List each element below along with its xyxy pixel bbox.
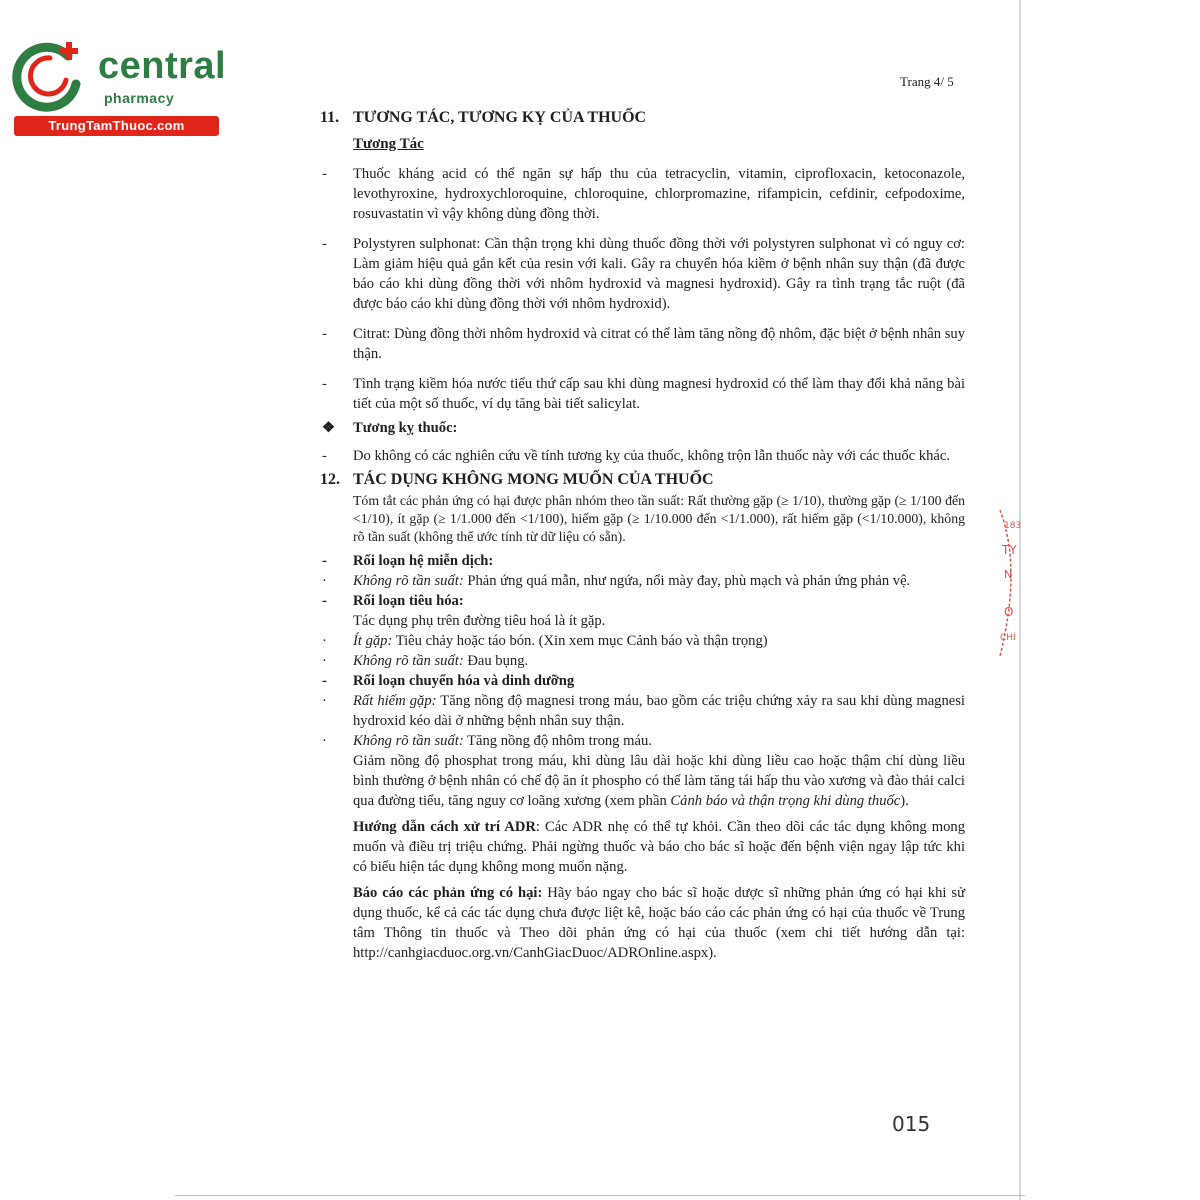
group-digestive-note: Tác dụng phụ trên đường tiêu hoá là ít gặp. bbox=[353, 613, 606, 629]
svg-text:N: N bbox=[1004, 568, 1013, 581]
svg-text:TY: TY bbox=[1002, 543, 1017, 557]
logo-site-banner: TrungTamThuoc.com bbox=[14, 116, 219, 136]
group-digestive-item: · Ít gặp: Tiêu chảy hoặc táo bón. (Xin xem mục Cảnh báo và thận trọng) bbox=[322, 633, 768, 649]
handwritten-page-number: 015 bbox=[892, 1112, 931, 1136]
phosphate-paragraph: Giảm nồng độ phosphat trong máu, khi dùng lâu dài hoặc khi dùng liều cao hoặc thậm chí dùng liều bình thường ở bệnh nhân có chế độ ăn ít phospho có thể làm tăng tái hấp thu vào xương và đào thải calci qua đường tiểu, tăng nguy cơ loãng xương (xem phần Cảnh báo và thận trọng khi dùng thuốc). bbox=[353, 753, 965, 809]
page-bottom-edge bbox=[175, 1195, 1025, 1196]
interaction-item: - Tình trạng kiềm hóa nước tiểu thứ cấp sau khi dùng magnesi hydroxid có thể làm thay đổi khả năng bài tiết của một số thuốc, ví dụ tăng bài tiết salicylat. bbox=[322, 376, 965, 412]
group-immune-item: · Không rõ tần suất: Phản ứng quá mẫn, như ngứa, nổi mày đay, phù mạch và phản ứng phản vệ. bbox=[322, 573, 911, 589]
red-seal-stamp-icon bbox=[992, 508, 1026, 658]
interaction-item: - Citrat: Dùng đồng thời nhôm hydroxid và citrat có thể làm tăng nồng độ nhôm, đặc biệt ở bệnh nhân suy thận. bbox=[322, 326, 965, 362]
section-11-subheading: Tương Tác bbox=[353, 136, 424, 152]
page-number: Trang 4/ 5 bbox=[900, 74, 954, 89]
incompatibility-item: - Do không có các nghiên cứu về tính tương kỵ của thuốc, không trộn lẫn thuốc này với các thuốc khác. bbox=[322, 448, 951, 464]
group-metabolism: - Rối loạn chuyển hóa và dinh dưỡng bbox=[322, 673, 575, 689]
logo-subtitle: pharmacy bbox=[104, 90, 175, 106]
section-12-intro: Tóm tắt các phản ứng có hại được phân nhóm theo tần suất: Rất thường gặp (≥ 1/10), thường gặp (≥ 1/100 đến <1/10), ít gặp (≥ 1/1.000 đến <1/100), hiếm gặp (≥ 1/10.000 đến <1/1.000), rất hiếm gặp (<1/10.000), không rõ tần suất (không thể ước tính từ dữ liệu có sẵn). bbox=[353, 493, 965, 544]
svg-text:183: 183 bbox=[1004, 521, 1022, 531]
central-pharmacy-logo bbox=[10, 36, 227, 136]
adr-reporting: Báo cáo các phản ứng có hại: Hãy báo ngay cho bác sĩ hoặc dược sĩ những phản ứng có hại khi sử dụng thuốc, kể cả các tác dụng chưa được liệt kê, hoặc báo cáo các phản ứng có hại của thuốc về Trung tâm Thông tin thuốc và Theo dõi phản ứng có hại của thuốc (xem chi tiết hướng dẫn tại: http://canhgiacduoc.org.vn/CanhGiacDuoc/ADROnline.aspx). bbox=[353, 885, 965, 961]
svg-text:O: O bbox=[1004, 605, 1014, 619]
group-metabolism-item: · Không rõ tần suất: Tăng nồng độ nhôm trong máu. bbox=[322, 733, 652, 749]
section-12-heading: 12. TÁC DỤNG KHÔNG MONG MUỐN CỦA THUỐC bbox=[320, 471, 714, 488]
interaction-item: - Thuốc kháng acid có thể ngăn sự hấp thu của tetracyclin, vitamin, ciprofloxacin, ketoconazole, levothyroxine, hydroxychloroquine, chloroquine, chlorpromazine, rifampicin, cefdinir, cefpodoxime, rosuvastatin vì vậy không dùng đồng thời. bbox=[322, 166, 965, 222]
section-11-heading: 11. TƯƠNG TÁC, TƯƠNG KỴ CỦA THUỐC bbox=[320, 109, 647, 126]
pharmacy-cross-logo-icon bbox=[10, 36, 90, 116]
logo-wordmark: central bbox=[98, 45, 227, 87]
adr-guidance: Hướng dẫn cách xử trí ADR: Các ADR nhẹ có thể tự khỏi. Cần theo dõi các tác dụng không mong muốn và điều trị triệu chứng. Phải ngừng thuốc và báo cho bác sĩ hoặc đến bệnh viện ngay lập tức khi có biểu hiện tác dụng không mong muốn nặng. bbox=[353, 819, 965, 875]
document-body bbox=[320, 108, 965, 963]
group-immune: - Rối loạn hệ miễn dịch: bbox=[322, 553, 494, 569]
svg-text:CHÍ: CHÍ bbox=[1000, 633, 1016, 643]
group-metabolism-item: · Rất hiếm gặp: Tăng nồng độ magnesi trong máu, bao gồm các triệu chứng xảy ra sau khi dùng magnesi hydroxid kéo dài ở những bệnh nhân suy thận. bbox=[322, 693, 965, 729]
incompatibility-heading: ❖ Tương kỵ thuốc: bbox=[322, 420, 458, 436]
group-digestive-item: · Không rõ tần suất: Đau bụng. bbox=[322, 653, 529, 669]
interaction-item: - Polystyren sulphonat: Cần thận trọng khi dùng thuốc đồng thời với polystyren sulphonat vì có nguy cơ: Làm giảm hiệu quả gắn kết của resin với kali. Gây ra chuyển hóa kiềm ở bệnh nhân suy thận (đã được báo cáo khi dùng đồng thời với nhôm hydroxid và magnesi hydroxid). Gây ra tình trạng tắc ruột (đã được báo cáo khi dùng đồng thời với nhôm hydroxid). bbox=[322, 236, 965, 312]
adr-online-link[interactable]: http://canhgiacduoc.org.vn/CanhGiacDuoc/ADROnline.aspx bbox=[353, 945, 709, 961]
group-digestive: - Rối loạn tiêu hóa: bbox=[322, 593, 464, 609]
